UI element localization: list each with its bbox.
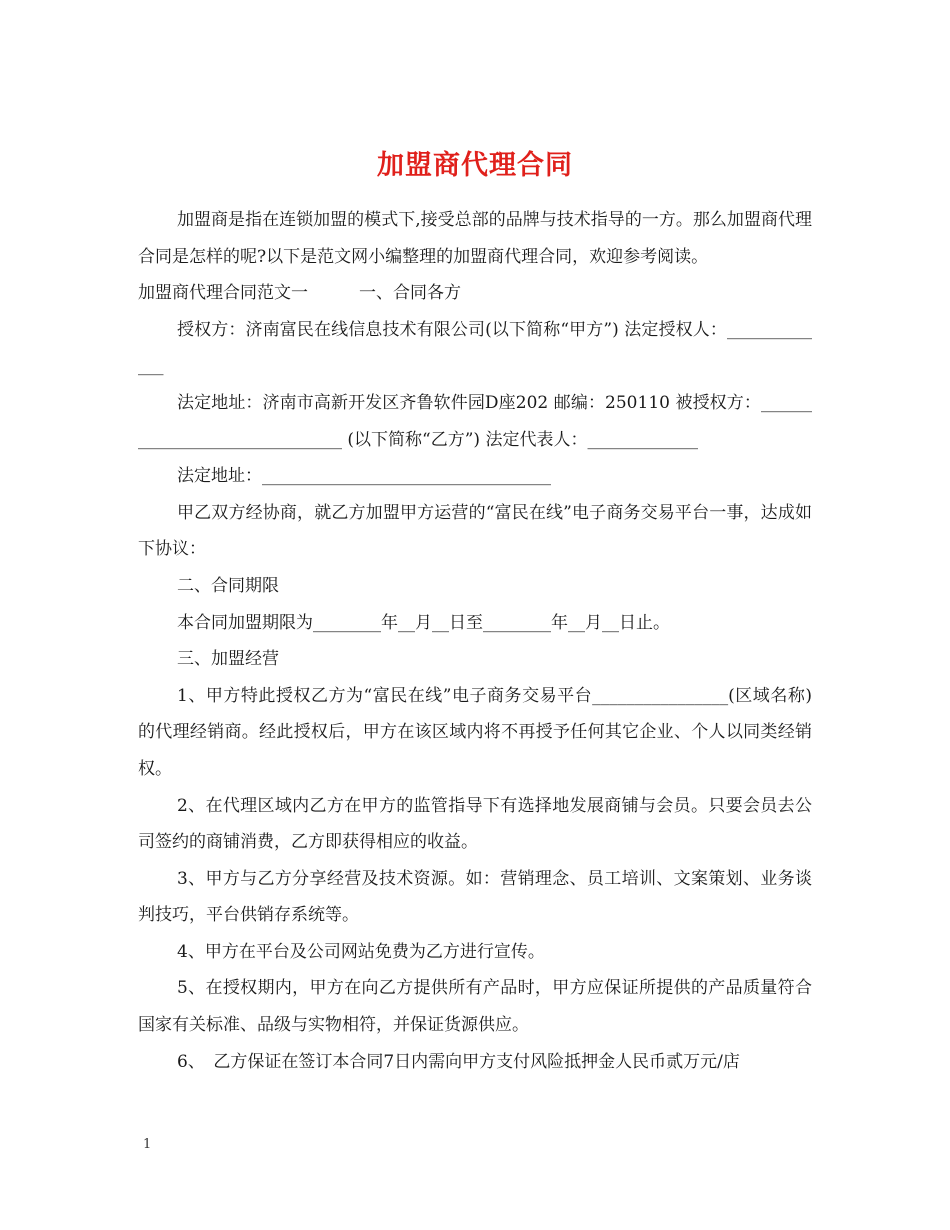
- clause-2: 2、在代理区域内乙方在甲方的监管指导下有选择地发展商铺与会员。只要会员去公司签约的商铺消费，乙方即获得相应的收益。: [138, 795, 812, 853]
- section-heading-operation: 三、加盟经营: [177, 649, 279, 670]
- clause-3: 3、甲方与乙方分享经营及技术资源。如：营销理念、员工培训、文案策划、业务谈判技巧，平台供销存系统等。: [138, 868, 812, 926]
- document-title: 加盟商代理合同: [377, 150, 573, 182]
- clause-5: 5、在授权期内，甲方在向乙方提供所有产品时，甲方应保证所提供的产品质量符合国家有关标准、品级与实物相符，并保证货源供应。: [138, 978, 812, 1036]
- intro-paragraph: 加盟商是指在连锁加盟的模式下,接受总部的品牌与技术指导的一方。那么加盟商代理合同是怎样的呢?以下是范文网小编整理的加盟商代理合同，欢迎参考阅读。: [138, 210, 812, 267]
- section-heading-parties: 加盟商代理合同范文一 一、合同各方: [138, 283, 461, 304]
- term-paragraph: 本合同加盟期限为________年__月__日至________年__月__日止。: [177, 612, 670, 633]
- authorizer-address-paragraph: 法定地址：济南市高新开发区齐鲁软件园D座202 邮编：250110 被授权方：______________________________ (以下简称“乙方”) 法定代表人：_____________: [138, 392, 812, 450]
- clause-1: 1、甲方特此授权乙方为“富民在线”电子商务交易平台________________(区域名称)的代理经销商。经此授权后，甲方在该区域内将不再授予任何其它企业、个人以同类经销权。: [138, 685, 812, 779]
- authorized-address-paragraph: 法定地址：__________________________________: [177, 466, 551, 487]
- agreement-paragraph: 甲乙双方经协商，就乙方加盟甲方运营的“富民在线”电子商务交易平台一事，达成如下协议：: [138, 502, 812, 560]
- clause-6: 6、 乙方保证在签订本合同7日内需向甲方支付风险抵押金人民币贰万元/店: [177, 1051, 740, 1072]
- section-heading-term: 二、合同期限: [177, 575, 279, 596]
- clause-4: 4、甲方在平台及公司网站免费为乙方进行宣传。: [177, 941, 545, 962]
- page-number: 1: [143, 1137, 152, 1152]
- authorizer-paragraph: 授权方：济南富民在线信息技术有限公司(以下简称“甲方”) 法定授权人：_____________: [138, 319, 812, 377]
- document-body: [138, 202, 812, 1080]
